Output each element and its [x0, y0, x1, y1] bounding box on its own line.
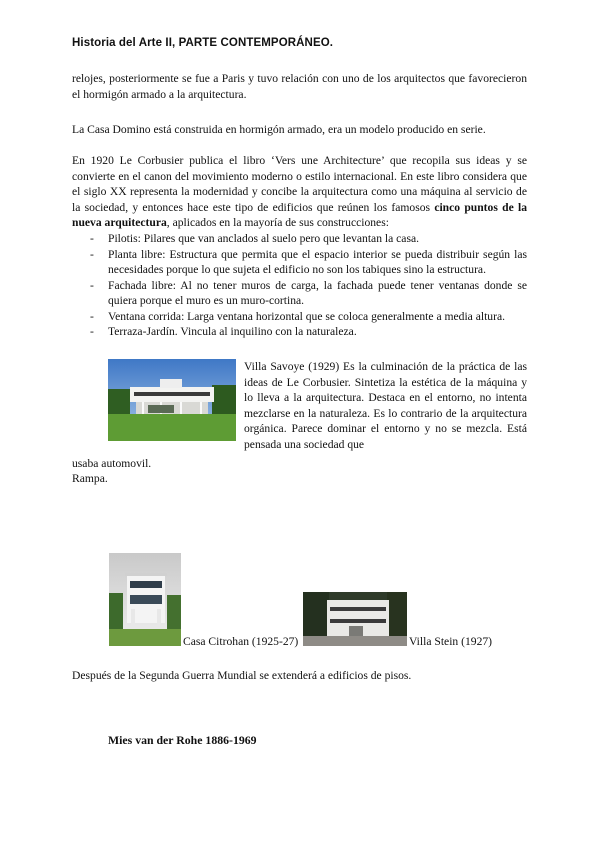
paragraph-vers-une-architecture — [72, 153, 527, 231]
five-points-list — [72, 231, 527, 340]
paragraph-text: En 1920 Le Corbusier publica el libro ‘Vers une Architecture’ que recopila sus ideas y se convierte en el canon del movimiento moderno o estilo internacional. En este libro considera que el siglo XX representa la modernidad y concibe la arquitectura como una máquina al servicio de la sociedad, y entonces hace este tipo de edificios que reúnen los famosos — [72, 154, 527, 214]
document-header: Historia del Arte II, PARTE CONTEMPORÁNEO. — [72, 37, 334, 49]
rampa-note: Rampa. — [72, 472, 108, 485]
list-item-text: Pilotis: Pilares que van anclados al suelo pero que levantan la casa. — [108, 232, 420, 245]
list-bullet: - — [90, 247, 94, 261]
villa-stein-photo — [303, 592, 407, 646]
list-bullet: - — [90, 278, 94, 292]
paragraph-relojes: relojes, posteriormente se fue a Paris y tuvo relación con uno de los arquitectos que favorecieron el hormigón armado a la arquitectura. — [72, 72, 527, 101]
list-item-text: Terraza-Jardín. Vincula al inquilino con la naturaleza. — [108, 325, 357, 338]
five-points-emphasis: cinco puntos de la nueva arquitectura — [72, 200, 528, 229]
casa-citrohan-photo — [109, 553, 181, 646]
list-item — [72, 278, 527, 309]
list-item — [72, 231, 527, 247]
villa-savoye-continuation: usaba automovil. — [72, 457, 152, 470]
list-item-text: Planta libre: Estructura que permita que el espacio interior se pueda distribuir según las necesidades porque lo que sujeta el edificio no son los tabiques sino la estructura. — [108, 247, 527, 276]
list-item — [72, 324, 527, 340]
section-heading-mies: Mies van der Rohe 1886-1969 — [108, 733, 257, 747]
villa-stein-caption: Villa Stein (1927) — [409, 635, 493, 648]
list-item-text: Fachada libre: Al no tener muros de carga, la fachada puede tener ventanas donde se quiera porque el muro es un muro-cortina. — [108, 278, 527, 307]
villa-savoye-description: Villa Savoye (1929) Es la culminación de la práctica de las ideas de Le Corbusier. Sintetiza la estética de la máquina y lo lleva a la arquitectura. Destaca en el entorno, no intenta mezclarse en la naturaleza. Es lo contrario de la arquitectura orgánica. Parece dominar el entorno y no se mezcla. Está pensada una sociedad que — [244, 360, 527, 451]
list-item — [72, 247, 527, 278]
list-item-text: Ventana corrida: Larga ventana horizontal que se coloca generalmente a media altura. — [108, 309, 506, 323]
casa-citrohan-caption: Casa Citrohan (1925-27) — [183, 635, 299, 648]
villa-savoye-photo — [108, 359, 236, 441]
list-bullet: - — [90, 325, 94, 338]
list-bullet: - — [90, 232, 94, 245]
paragraph-text-end: , aplicados en la mayoría de sus construcciones: — [166, 216, 389, 229]
list-bullet: - — [90, 309, 94, 323]
paragraph-postwar: Después de la Segunda Guerra Mundial se extenderá a edificios de pisos. — [72, 669, 412, 682]
list-item — [72, 309, 527, 325]
paragraph-casa-domino: La Casa Domino está construida en hormigón armado, era un modelo producido en serie. — [72, 123, 486, 136]
